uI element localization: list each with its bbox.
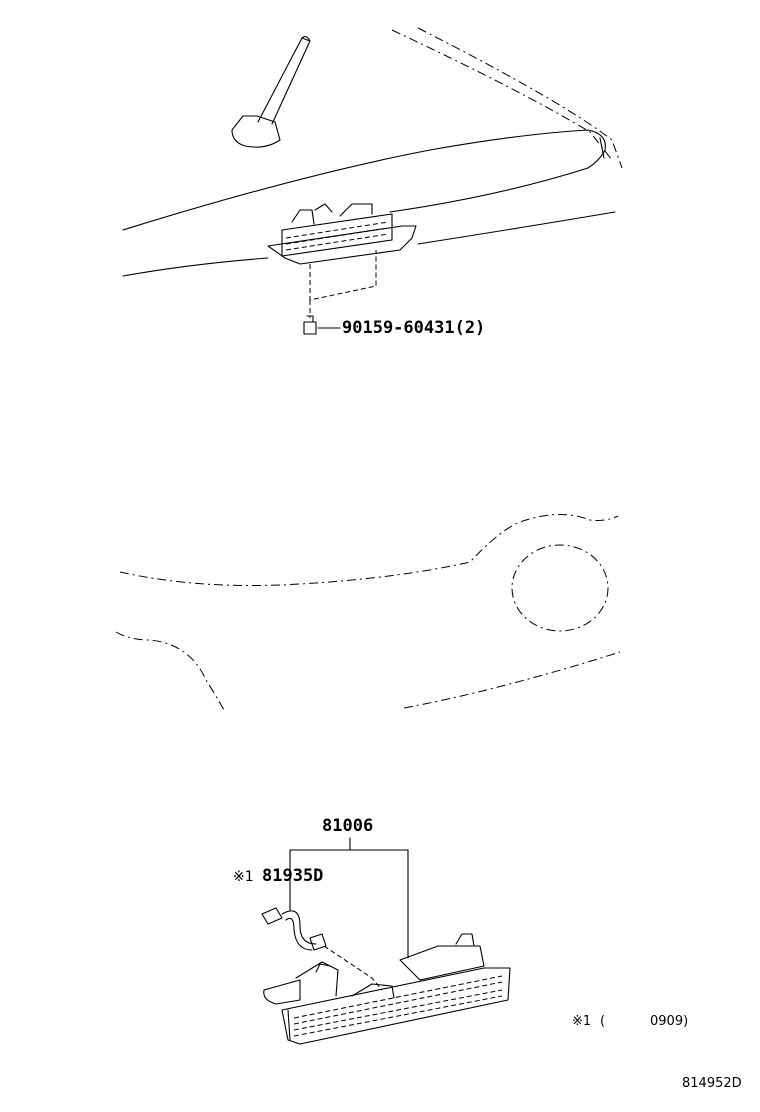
screw-part-number: 90159-60431(2) (342, 318, 486, 338)
antenna-icon (232, 37, 310, 148)
middle-vehicle-view (116, 514, 620, 710)
stop-lamp-assy-icon (264, 934, 510, 1044)
footnote-value: 0909) (650, 1014, 689, 1029)
stop-lamp-installed-icon (268, 204, 416, 264)
wire-part-number: 81935D (262, 866, 324, 886)
footnote-marker: ※1 (572, 1014, 592, 1029)
lamp-assy-part-number: 81006 (322, 816, 374, 836)
footnote-open-paren: ( (600, 1014, 606, 1029)
top-vehicle-view (123, 28, 622, 334)
fuel-door-outline (512, 545, 608, 631)
figure-id: 814952D (682, 1076, 742, 1091)
wire-harness-icon (262, 908, 326, 950)
wire-footnote-marker: ※1 (233, 869, 254, 885)
screw-icon (304, 316, 316, 334)
